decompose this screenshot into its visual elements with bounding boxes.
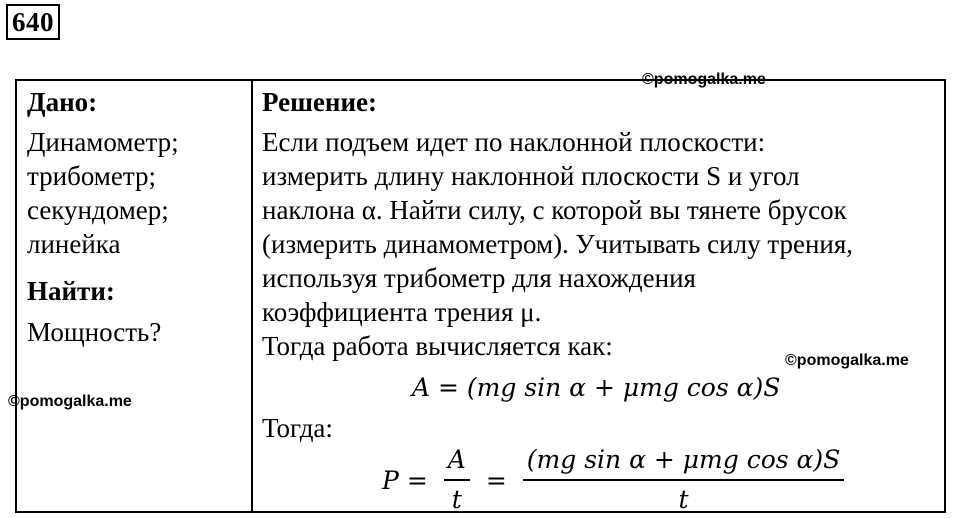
fraction-work-time [444,443,470,517]
given-item: трибометр; [27,161,157,191]
fraction-expanded [523,443,845,517]
power-formula [382,443,852,517]
solution-line: измерить длину наклонной плоскости S и угол [262,161,800,191]
solution-table [15,79,946,513]
equals-sign: = [406,465,428,495]
solution-line: Если подъем идет по наклонной плоскости: [262,127,766,157]
then-label: Тогда: [262,413,333,443]
given-list [27,125,179,261]
watermark: ©pomogalka.me [642,71,766,88]
solution-line: (измерить динамометром). Учитывать силу трения, [262,229,854,259]
problem-number: 640 [6,4,60,40]
column-divider [251,81,253,511]
solution-heading: Решение: [262,87,377,117]
find-value: Мощность? [27,317,162,347]
fraction-numerator: (mg sin α + μmg cos α)S [523,443,845,481]
solution-line: Тогда работа вычисляется как: [262,331,613,361]
fraction-denominator: t [678,485,689,514]
solution-line: коэффициента трения μ. [262,297,542,327]
find-heading: Найти: [27,276,115,306]
solution-line: используя трибометр для нахождения [262,263,696,293]
power-lhs: P [382,465,399,495]
fraction-denominator: t [451,485,462,514]
solution-line: наклона α. Найти силу, с которой вы тянете брусок [262,195,847,225]
equals-sign: = [485,465,507,495]
given-item: линейка [27,229,121,259]
work-formula: A = (mg sin α + μmg cos α)S [412,373,781,402]
solution-body [262,125,942,363]
fraction-numerator: A [444,443,470,481]
given-item: секундомер; [27,195,169,225]
given-item: Динамометр; [27,127,179,157]
watermark: ©pomogalka.me [8,393,132,410]
given-heading: Дано: [27,87,98,117]
watermark: ©pomogalka.me [785,352,909,369]
